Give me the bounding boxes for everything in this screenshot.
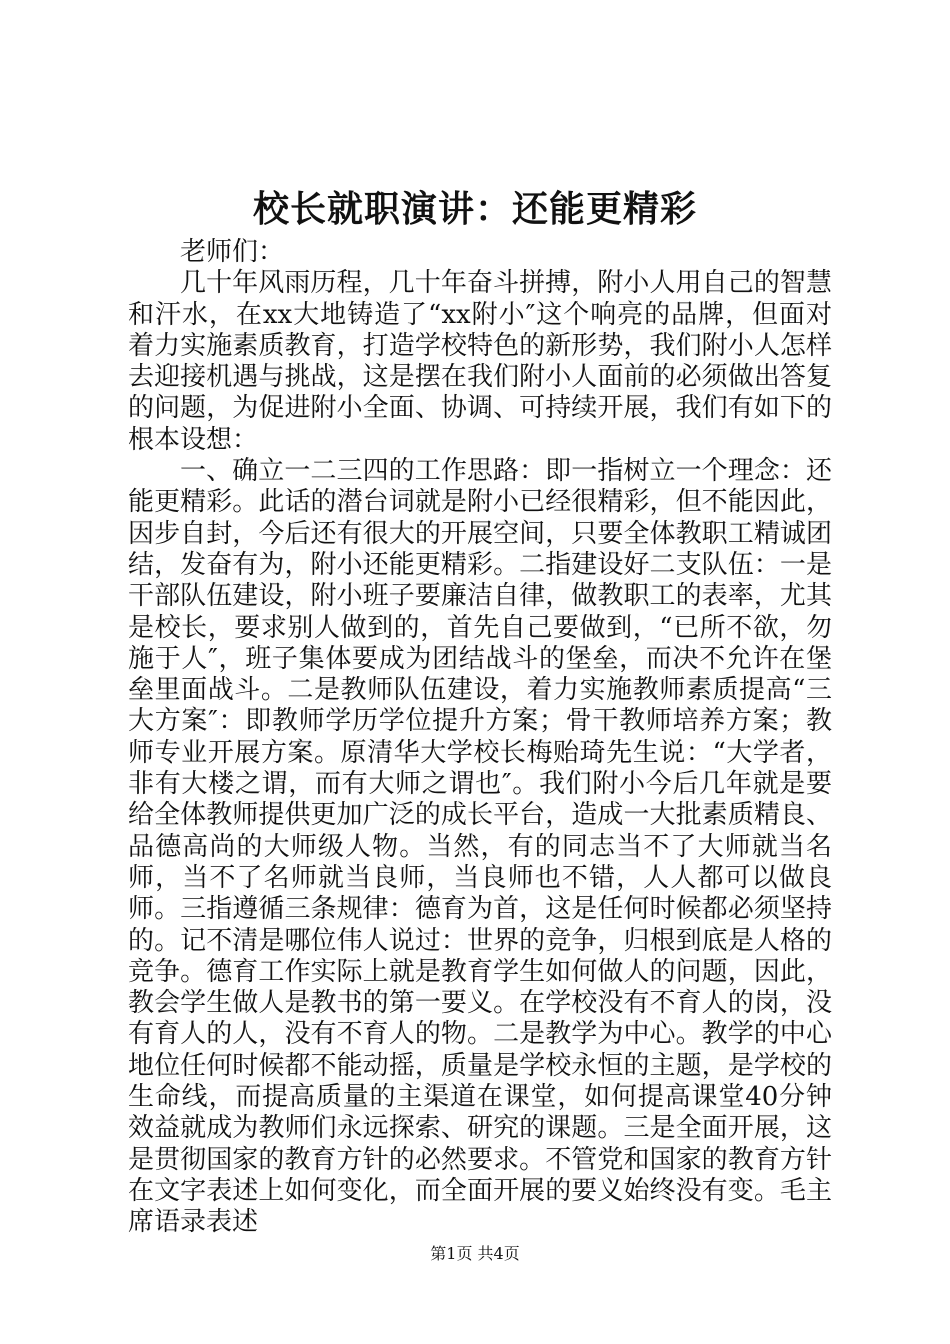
page-number-footer: 第1页 共4页 [430, 1244, 520, 1263]
work-plan-paragraph: 一、确立一二三四的工作思路：即一指树立一个理念：还能更精彩。此话的潜台词就是附小已经很精彩，但不能因此，因步自封，今后还有很大的开展空间，只要全体教职工精诚团结，发奋有为，附小还能更精彩。二指建设好二支队伍：一是干部队伍建设，附小班子要廉洁自律，做教职工的表率，尤其是校长，要求别人做到的，首先自己要做到，“已所不欲，勿施于人″，班子集体要成为团结战斗的堡垒，而决不允许在堡垒里面战斗。二是教师队伍建设，着力实施教师素质提高“三大方案″：即教师学历学位提升方案；骨干教师培养方案；教师专业开展方案。原清华大学校长梅贻琦先生说：“大学者，非有大楼之谓，而有大师之谓也″。我们附小今后几年就是要给全体教师提供更加广泛的成长平台，造成一大批素质精良、品德高尚的大师级人物。当然，有的同志当不了大师就当名师，当不了名师就当良师，当良师也不错，人人都可以做良师。三指遵循三条规律：德育为首，这是任何时候都必须坚持的。记不清是哪位伟人说过：世界的竞争，归根到底是人格的竞争。德育工作实际上就是教育学生如何做人的问题，因此，教会学生做人是教书的第一要义。在学校没有不育人的岗，没有育人的人，没有不育人的物。二是教学为中心。教学的中心地位任何时候都不能动摇，质量是学校永恒的主题，是学校的生命线，而提高质量的主渠道在课堂，如何提高课堂40分钟效益就成为教师们永远探索、研究的课题。三是全面开展，这是贯彻国家的教育方针的必然要求。不管党和国家的教育方针在文字表述上如何变化，而全面开展的要义始终没有变。毛主席语录表述 [128, 456, 832, 1238]
document-body [128, 237, 832, 1239]
intro-paragraph: 几十年风雨历程，几十年奋斗拼搏，附小人用自己的智慧和汗水，在xx大地铸造了“xx附小″这个响亮的品牌，但面对着力实施素质教育，打造学校特色的新形势，我们附小人怎样去迎接机遇与挑战，这是摆在我们附小人面前的必须做出答复的问题，为促进附小全面、协调、可持续开展，我们有如下的根本设想： [128, 268, 832, 455]
document-title: 校长就职演讲：还能更精彩 [252, 188, 697, 230]
salutation-paragraph: 老师们： [180, 237, 285, 267]
